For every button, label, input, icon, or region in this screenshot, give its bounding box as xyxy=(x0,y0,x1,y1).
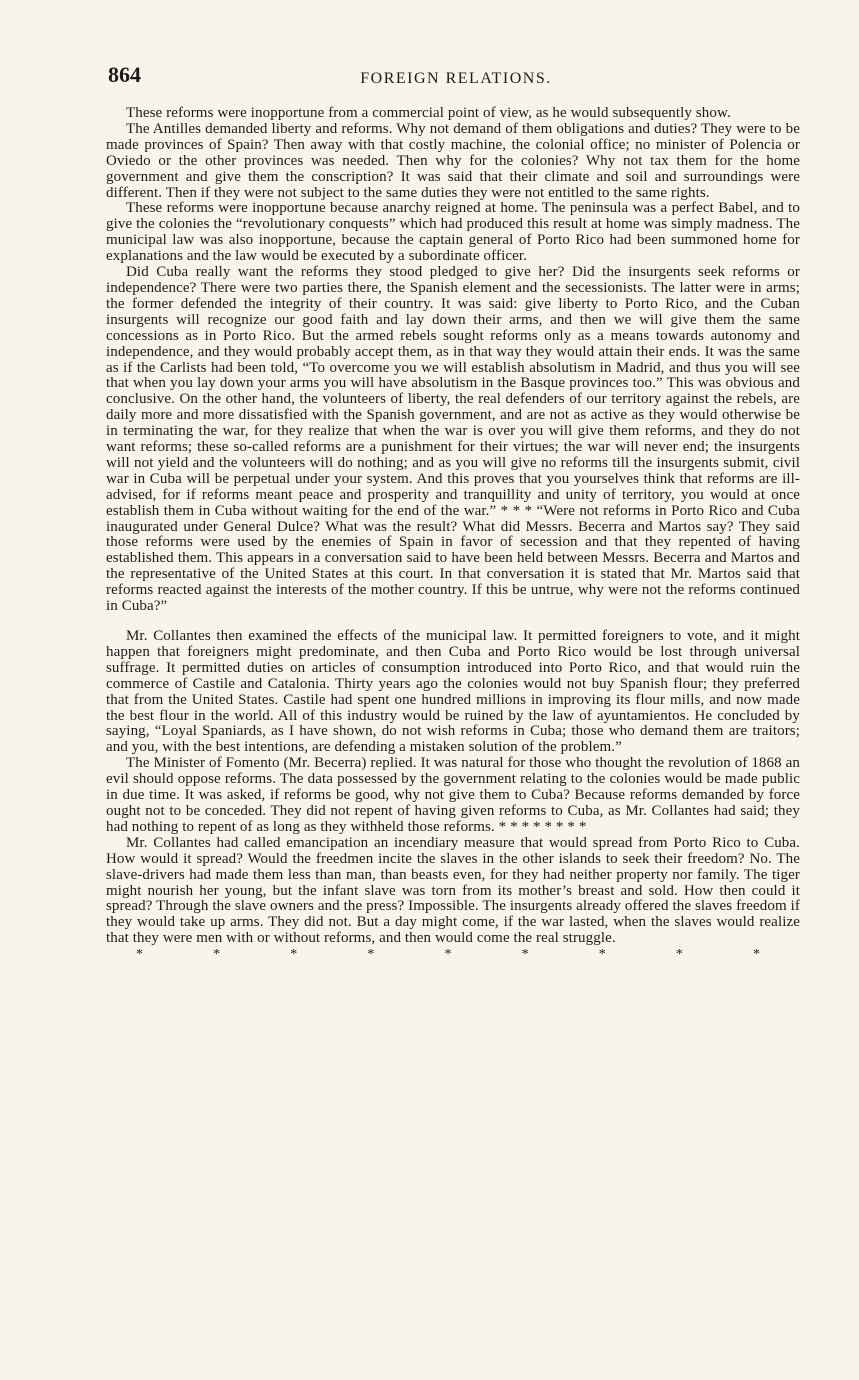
page-number: 864 xyxy=(108,62,141,87)
paragraph-7: Mr. Collantes had called emancipation an incendiary measure that would spread from Porto Rico to Cuba. How would it spread? Would the freedmen incite the slaves in the other islands to seek their freedom? No. The slave-drivers had made them less than man, than beasts even, for they had neither property nor family. The tiger might nourish her young, but the infant slave was torn from its mother’s breast and sold. How then could it spread? Through the slave owners and the press? Impossible. The insurgents already offered the slaves freedom if they would take up arms. They did not. But a day might come, if the war lasted, when the slaves would realize that they were men with or without reforms, and then would come the real struggle. xyxy=(106,834,800,947)
paragraph-6: The Minister of Fomento (Mr. Becerra) replied. It was natural for those who thought the revolution of 1868 an evil should oppose reforms. The data possessed by the government relating to the colonies would be made public in due time. It was asked, if reforms be good, why not give them to Cuba? Because reforms demanded by force ought not to be conceded. They did not repent of having given reforms to Cuba, as Mr. Collantes had said; they had nothing to repent of as long as they withheld those reforms. * * * * * * * * xyxy=(106,755,800,835)
body-text xyxy=(106,106,800,963)
running-head: FOREIGN RELATIONS. xyxy=(360,70,552,87)
paragraph-1: These reforms were inopportune from a commercial point of view, as he would subsequently show. xyxy=(126,105,731,121)
paragraph-2: The Antilles demanded liberty and reforms. Why not demand of them obligations and duties? They were to be made provinces of Spain? Then away with that costly machine, the colonial office; no minister of Polencia or Oviedo or the other provinces was needed. Then why for the colonies? Why not tax them for the home government and give them the conscription? It was said that their climate and soil and surroundings were different. Then if they were not subject to the same duties they were not entitled to the same rights. xyxy=(106,120,800,201)
paragraph-5: Mr. Collantes then examined the effects of the municipal law. It permitted foreigners to vote, and it might happen that foreigners might predominate, and then Cuba and Porto Rico would be lost through universal suffrage. It permitted duties on articles of consumption introduced into Porto Rico, and that would ruin the commerce of Castile and Catalonia. Thirty years ago the colonies would not buy Spanish flour; they preferred that from the United States. Castile had spent one hundred millions in improving its flour mills, and now made the best flour in the world. All of this industry would be ruined by the law of ayuntamientos. He concluded by saying, “Loyal Spaniards, as I have shown, do not wish reforms in Cuba; those who demand them are traitors; and you, with the best intentions, are defending a mistaken solution of the problem.” xyxy=(106,628,800,756)
paragraph-4: Did Cuba really want the reforms they stood pledged to give her? Did the insurgents seek reforms or independence? There were two parties there, the Spanish element and the secessionists. The latter were in arms; the former defended the integrity of their country. It was said: give liberty to Porto Rico, and the Cuban insurgents will recognize our good faith and lay down their arms, and then we will give them the same concessions as in Porto Rico. But the armed rebels sought reforms only as a means towards autonomy and independence, and they would probably accept them, as in that way they would attain their ends. It was the same as if the Carlists had been told, “To overcome you we will establish absolutism in Madrid, and thus you will see that when you lay down your arms you will have absolutism in the Basque provinces too.” This was obvious and conclusive. On the other hand, the volunteers of liberty, the real defenders of our territory against the rebels, are daily more and more dissatisfied with the Spanish government, and are not as active as they would otherwise be in terminating the war, for they realize that when the war is over you will give them reforms, and they do not want reforms; these so-called reforms are a punishment for their virtues; the war will never end; the insurgents will not yield and the volunteers will do nothing; and as you will give no reforms till the insurgents submit, civil war in Cuba will be perpetual under your system. And this proves that you yourselves think that reforms are ill-advised, for if reforms meant peace and prosperity and tranquillity and unity of territory, you would at once establish them in Cuba without waiting for the end of the war.” * * * “Were not reforms in Porto Rico and Cuba inaugurated under General Dulce? What was the result? What did Messrs. Becerra and Martos say? They said those reforms were used by the enemies of Spain in favor of secession and that they repented of having established them. This appears in a conversation said to have been held between Messrs. Becerra and Martos and the representative of the United States at this court. In that conversation it is stated that Mr. Martos said that reforms reacted against the interests of the mother country. If this be untrue, why were not the reforms continued in Cuba?” xyxy=(106,264,800,615)
page-header xyxy=(106,62,806,98)
paragraph-3: These reforms were inopportune because anarchy reigned at home. The peninsula was a perfect Babel, and to give the colonies the “revolutionary conquests” which had produced this result at home was simply madness. The municipal law was also inopportune, because the captain general of Porto Rico had been summoned home for explanations and the law would be executed by a subordinate officer. xyxy=(106,200,800,265)
closing-stars: * * * * * * * * * xyxy=(136,947,760,963)
